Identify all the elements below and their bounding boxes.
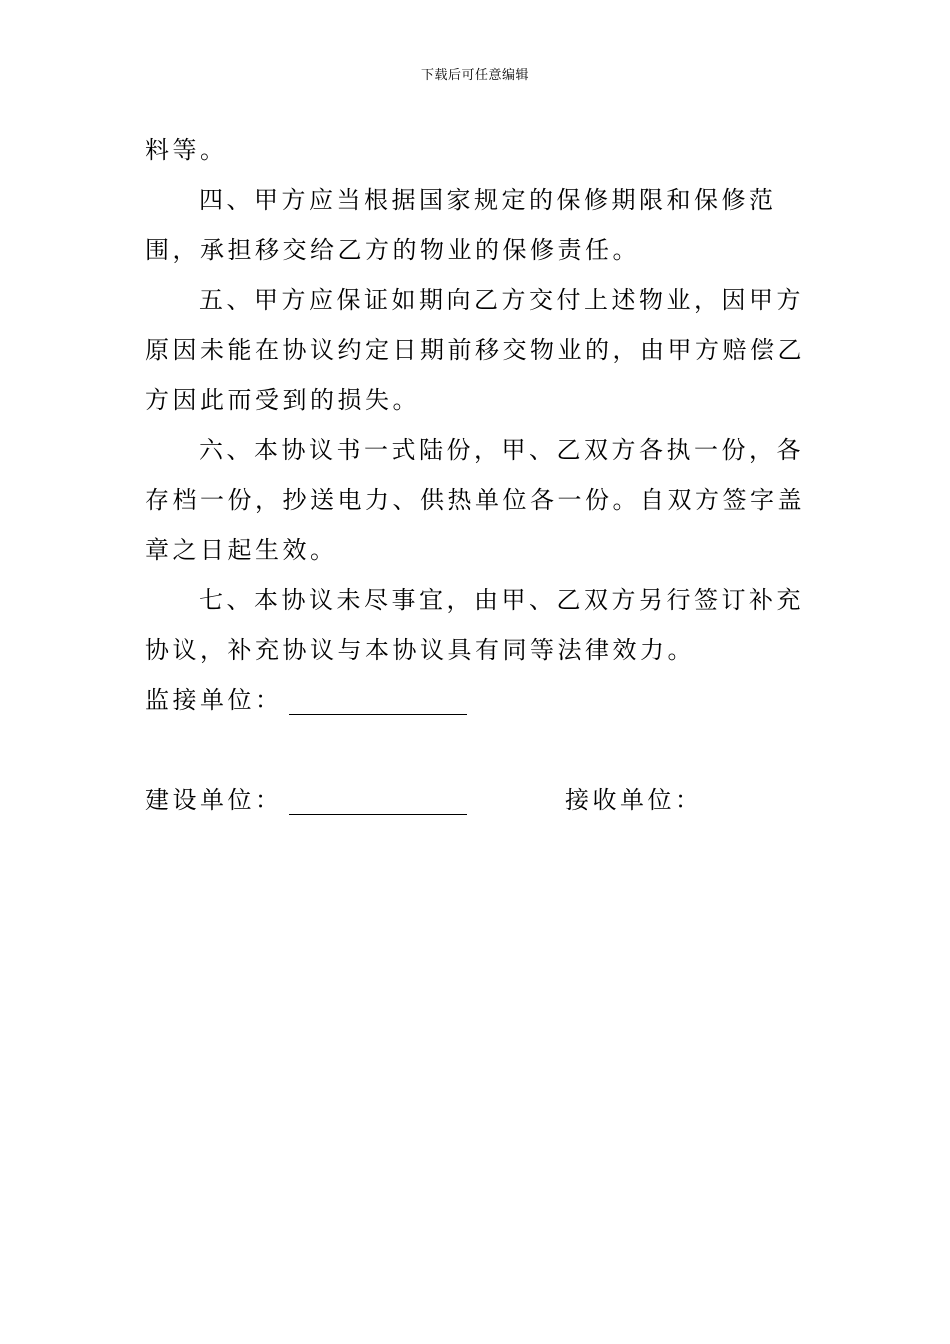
supervision-signature-row — [145, 675, 810, 725]
construction-unit-blank[interactable] — [289, 784, 467, 815]
signature-spacer — [145, 725, 810, 775]
page-header-note: 下载后可任意编辑 — [420, 68, 529, 83]
receiving-unit-label: 接收单位： — [565, 786, 703, 814]
supervision-unit-label: 监接单位： — [145, 686, 283, 714]
paragraph-continuation: 料等。 — [145, 136, 228, 164]
supervision-unit-blank[interactable] — [289, 684, 467, 715]
construction-signature-row — [145, 775, 810, 825]
paragraph-clause-4: 四、甲方应当根据国家规定的保修期限和保修范围，承担移交给乙方的物业的保修责任。 — [145, 186, 777, 264]
paragraph-clause-7: 七、本协议未尽事宜，由甲、乙双方另行签订补充协议，补充协议与本协议具有同等法律效力。 — [145, 586, 804, 664]
paragraph-clause-6: 六、本协议书一式陆份，甲、乙双方各执一份，各存档一份，抄送电力、供热单位各一份。自双方签字盖章之日起生效。 — [145, 436, 805, 564]
paragraph-clause-5: 五、甲方应保证如期向乙方交付上述物业，因甲方原因未能在协议约定日期前移交物业的，由甲方赔偿乙方因此而受到的损失。 — [145, 286, 805, 414]
document-body — [145, 125, 810, 825]
construction-unit-label: 建设单位： — [145, 786, 283, 814]
